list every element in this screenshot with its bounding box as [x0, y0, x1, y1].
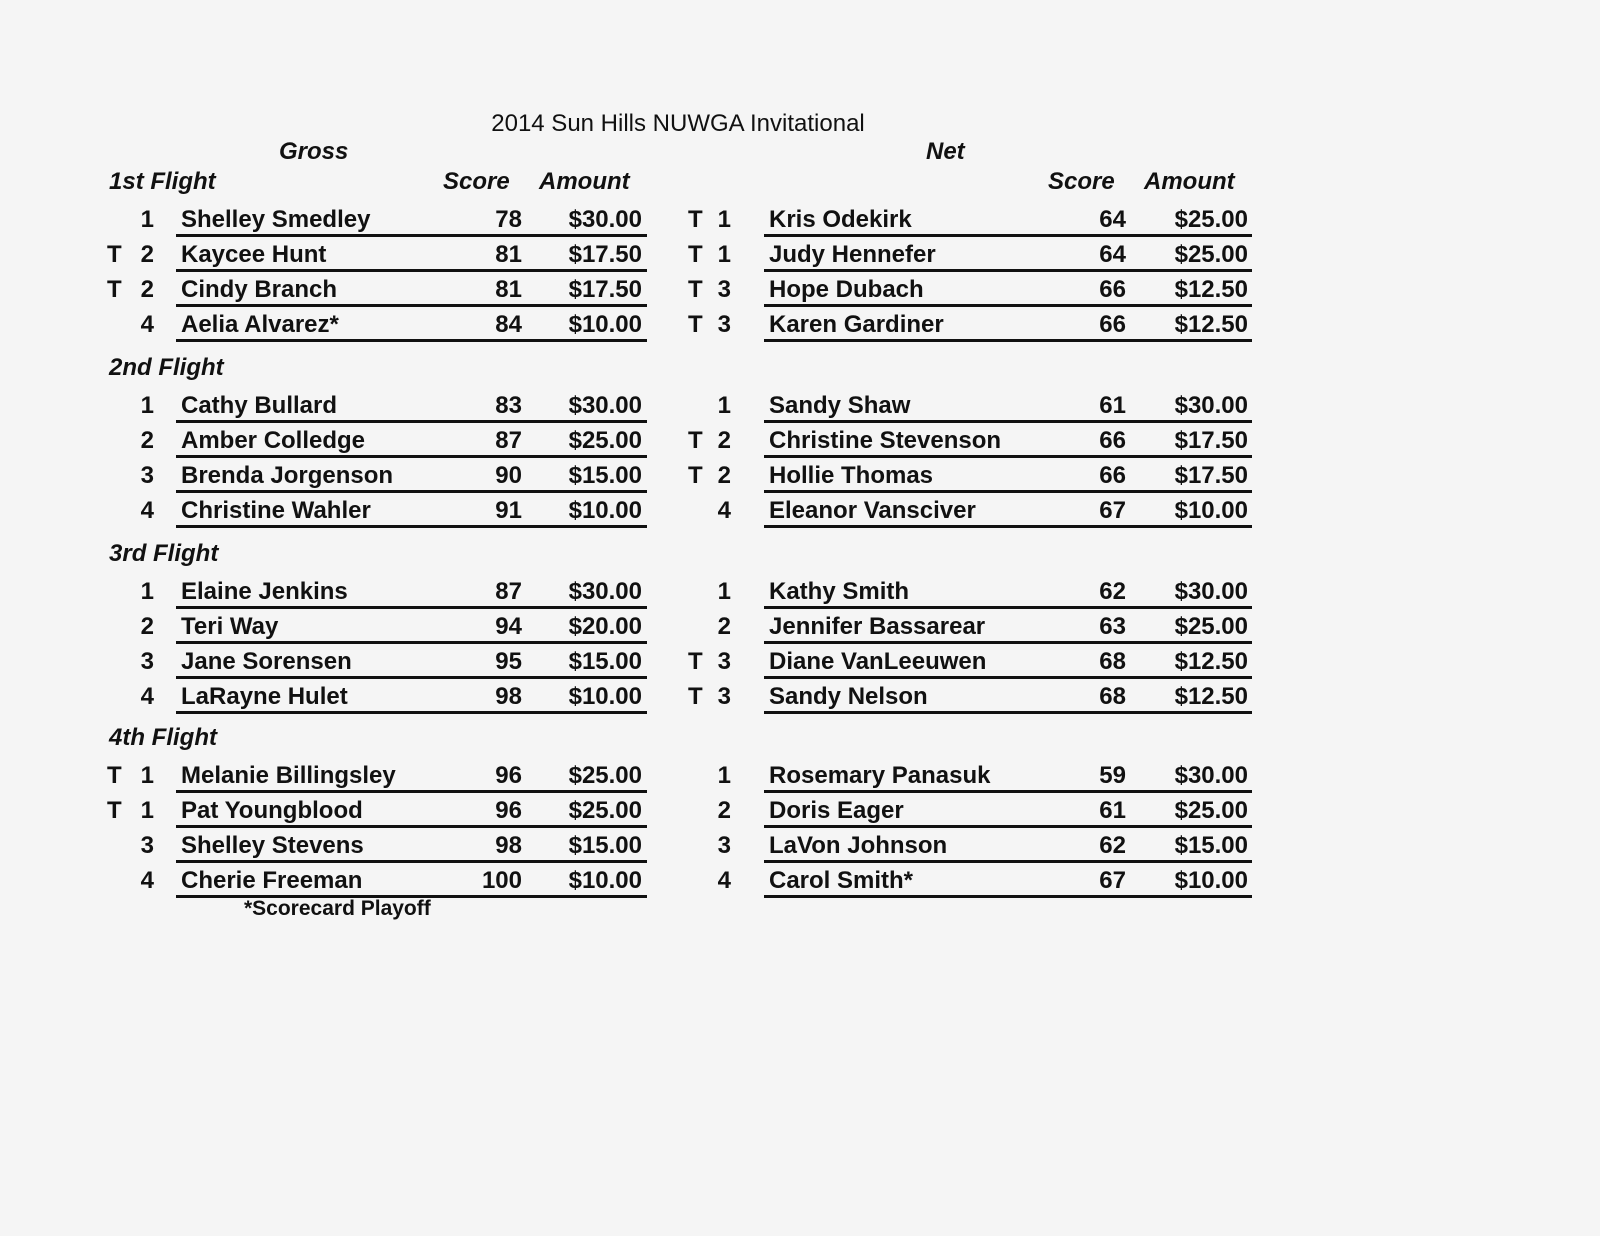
results-row — [0, 387, 1600, 423]
net-place: 2 — [717, 427, 731, 454]
net-player-name: Doris Eager — [769, 797, 904, 824]
gross-score: 91 — [495, 497, 522, 524]
flight-label: 2nd Flight — [109, 354, 224, 381]
flight-label: 1st Flight — [109, 168, 216, 195]
gross-amount: $25.00 — [568, 427, 642, 454]
gross-tie-marker: T — [107, 797, 122, 824]
net-score: 68 — [1099, 683, 1126, 710]
net-score-header: Score — [1048, 168, 1115, 195]
gross-amount: $30.00 — [568, 578, 642, 605]
net-tie-marker: T — [688, 683, 703, 710]
net-score: 67 — [1099, 497, 1126, 524]
gross-score: 78 — [495, 206, 522, 233]
net-place: 1 — [717, 578, 731, 605]
results-row — [0, 678, 1600, 714]
gross-score: 87 — [495, 427, 522, 454]
gross-player-name: Amber Colledge — [181, 427, 366, 454]
net-player-name: Sandy Shaw — [769, 392, 911, 419]
gross-amount: $10.00 — [568, 867, 642, 894]
gross-place: 2 — [140, 241, 154, 268]
net-player-name: Hope Dubach — [769, 276, 924, 303]
flight-label: 4th Flight — [109, 724, 217, 751]
results-row — [0, 608, 1600, 644]
net-player-name: Carol Smith* — [769, 867, 914, 894]
gross-place: 4 — [140, 867, 154, 894]
net-tie-marker: T — [688, 206, 703, 233]
results-row — [0, 492, 1600, 528]
results-row — [0, 827, 1600, 863]
net-score: 66 — [1099, 311, 1126, 338]
net-score: 64 — [1099, 206, 1126, 233]
net-player-name: Diane VanLeeuwen — [769, 648, 987, 675]
gross-place: 2 — [140, 613, 154, 640]
results-row — [0, 792, 1600, 828]
net-amount: $25.00 — [1174, 241, 1248, 268]
flight-label: 3rd Flight — [109, 540, 219, 567]
gross-player-name: Jane Sorensen — [181, 648, 352, 675]
gross-place: 1 — [140, 797, 154, 824]
gross-amount: $10.00 — [568, 683, 642, 710]
gross-score: 83 — [495, 392, 522, 419]
results-row — [0, 201, 1600, 237]
gross-amount: $17.50 — [568, 276, 642, 303]
net-player-name: Eleanor Vansciver — [769, 497, 976, 524]
net-amount: $15.00 — [1174, 832, 1248, 859]
net-place: 3 — [717, 683, 731, 710]
net-player-name: Rosemary Panasuk — [769, 762, 991, 789]
gross-row-underline — [176, 339, 647, 342]
gross-row-underline — [176, 711, 647, 714]
gross-place: 2 — [140, 427, 154, 454]
net-player-name: LaVon Johnson — [769, 832, 948, 859]
net-player-name: Kris Odekirk — [769, 206, 912, 233]
gross-score: 90 — [495, 462, 522, 489]
net-row-underline — [764, 895, 1252, 898]
results-row — [0, 643, 1600, 679]
gross-score: 94 — [495, 613, 522, 640]
net-score: 62 — [1099, 578, 1126, 605]
results-row — [0, 422, 1600, 458]
results-row — [0, 271, 1600, 307]
gross-tie-marker: T — [107, 762, 122, 789]
gross-place: 3 — [140, 832, 154, 859]
gross-header: Gross — [279, 138, 349, 165]
net-place: 2 — [717, 797, 731, 824]
net-place: 1 — [717, 392, 731, 419]
net-tie-marker: T — [688, 648, 703, 675]
gross-place: 1 — [140, 206, 154, 233]
gross-place: 3 — [140, 462, 154, 489]
net-row-underline — [764, 339, 1252, 342]
net-header: Net — [926, 138, 965, 165]
gross-player-name: Shelley Stevens — [181, 832, 364, 859]
gross-score: 95 — [495, 648, 522, 675]
gross-amount: $15.00 — [568, 648, 642, 675]
net-row-underline — [764, 711, 1252, 714]
net-place: 4 — [717, 867, 731, 894]
gross-score: 87 — [495, 578, 522, 605]
net-row-underline — [764, 525, 1252, 528]
gross-player-name: Melanie Billingsley — [181, 762, 396, 789]
net-score: 62 — [1099, 832, 1126, 859]
net-score: 66 — [1099, 427, 1126, 454]
results-row — [0, 862, 1600, 898]
gross-score: 96 — [495, 797, 522, 824]
gross-score: 81 — [495, 276, 522, 303]
net-score: 68 — [1099, 648, 1126, 675]
net-player-name: Kathy Smith — [769, 578, 910, 605]
footnote: *Scorecard Playoff — [244, 897, 431, 920]
gross-place: 1 — [140, 392, 154, 419]
net-amount: $17.50 — [1174, 427, 1248, 454]
gross-place: 1 — [140, 762, 154, 789]
gross-score: 100 — [481, 867, 522, 894]
net-place: 3 — [717, 276, 731, 303]
gross-player-name: Pat Youngblood — [181, 797, 363, 824]
gross-player-name: Christine Wahler — [181, 497, 371, 524]
gross-player-name: Elaine Jenkins — [181, 578, 348, 605]
gross-amount: $17.50 — [568, 241, 642, 268]
gross-score-header: Score — [443, 168, 510, 195]
gross-place: 4 — [140, 497, 154, 524]
net-amount: $12.50 — [1174, 311, 1248, 338]
net-place: 2 — [717, 613, 731, 640]
net-score: 61 — [1099, 392, 1126, 419]
net-player-name: Karen Gardiner — [769, 311, 944, 338]
net-tie-marker: T — [688, 241, 703, 268]
net-amount: $25.00 — [1174, 797, 1248, 824]
results-row — [0, 757, 1600, 793]
net-score: 63 — [1099, 613, 1126, 640]
net-amount: $25.00 — [1174, 206, 1248, 233]
net-score: 61 — [1099, 797, 1126, 824]
net-player-name: Hollie Thomas — [769, 462, 934, 489]
gross-tie-marker: T — [107, 276, 122, 303]
gross-place: 3 — [140, 648, 154, 675]
gross-player-name: Teri Way — [181, 613, 279, 640]
gross-player-name: Shelley Smedley — [181, 206, 371, 233]
gross-amount: $30.00 — [568, 206, 642, 233]
gross-place: 1 — [140, 578, 154, 605]
gross-tie-marker: T — [107, 241, 122, 268]
net-amount-header: Amount — [1144, 168, 1235, 195]
results-row — [0, 236, 1600, 272]
net-place: 4 — [717, 497, 731, 524]
net-score: 67 — [1099, 867, 1126, 894]
gross-score: 98 — [495, 683, 522, 710]
results-row — [0, 306, 1600, 342]
results-row — [0, 457, 1600, 493]
net-player-name: Jennifer Bassarear — [769, 613, 986, 640]
gross-amount-header: Amount — [539, 168, 630, 195]
gross-score: 81 — [495, 241, 522, 268]
net-tie-marker: T — [688, 427, 703, 454]
gross-amount: $30.00 — [568, 392, 642, 419]
net-tie-marker: T — [688, 276, 703, 303]
net-place: 2 — [717, 462, 731, 489]
net-score: 59 — [1099, 762, 1126, 789]
net-amount: $12.50 — [1174, 648, 1248, 675]
gross-player-name: LaRayne Hulet — [181, 683, 348, 710]
net-score: 66 — [1099, 276, 1126, 303]
net-score: 66 — [1099, 462, 1126, 489]
net-amount: $30.00 — [1174, 392, 1248, 419]
net-player-name: Judy Hennefer — [769, 241, 936, 268]
gross-amount: $10.00 — [568, 497, 642, 524]
net-place: 3 — [717, 832, 731, 859]
net-amount: $10.00 — [1174, 497, 1248, 524]
net-tie-marker: T — [688, 311, 703, 338]
net-score: 64 — [1099, 241, 1126, 268]
gross-amount: $15.00 — [568, 832, 642, 859]
net-place: 3 — [717, 311, 731, 338]
gross-player-name: Brenda Jorgenson — [181, 462, 394, 489]
net-amount: $30.00 — [1174, 762, 1248, 789]
net-place: 3 — [717, 648, 731, 675]
net-place: 1 — [717, 206, 731, 233]
gross-player-name: Cherie Freeman — [181, 867, 363, 894]
net-amount: $25.00 — [1174, 613, 1248, 640]
gross-player-name: Cindy Branch — [181, 276, 338, 303]
gross-score: 98 — [495, 832, 522, 859]
gross-place: 2 — [140, 276, 154, 303]
net-player-name: Christine Stevenson — [769, 427, 1002, 454]
net-player-name: Sandy Nelson — [769, 683, 928, 710]
gross-row-underline — [176, 525, 647, 528]
gross-amount: $20.00 — [568, 613, 642, 640]
net-place: 1 — [717, 762, 731, 789]
document-title: 2014 Sun Hills NUWGA Invitational — [491, 110, 865, 137]
gross-amount: $25.00 — [568, 797, 642, 824]
net-place: 1 — [717, 241, 731, 268]
gross-player-name: Aelia Alvarez* — [181, 311, 339, 338]
gross-amount: $15.00 — [568, 462, 642, 489]
gross-player-name: Cathy Bullard — [181, 392, 338, 419]
net-amount: $12.50 — [1174, 276, 1248, 303]
gross-player-name: Kaycee Hunt — [181, 241, 327, 268]
gross-score: 84 — [495, 311, 522, 338]
gross-place: 4 — [140, 311, 154, 338]
net-amount: $17.50 — [1174, 462, 1248, 489]
gross-amount: $10.00 — [568, 311, 642, 338]
net-amount: $30.00 — [1174, 578, 1248, 605]
results-row — [0, 573, 1600, 609]
net-amount: $10.00 — [1174, 867, 1248, 894]
gross-amount: $25.00 — [568, 762, 642, 789]
gross-place: 4 — [140, 683, 154, 710]
net-tie-marker: T — [688, 462, 703, 489]
gross-score: 96 — [495, 762, 522, 789]
net-amount: $12.50 — [1174, 683, 1248, 710]
